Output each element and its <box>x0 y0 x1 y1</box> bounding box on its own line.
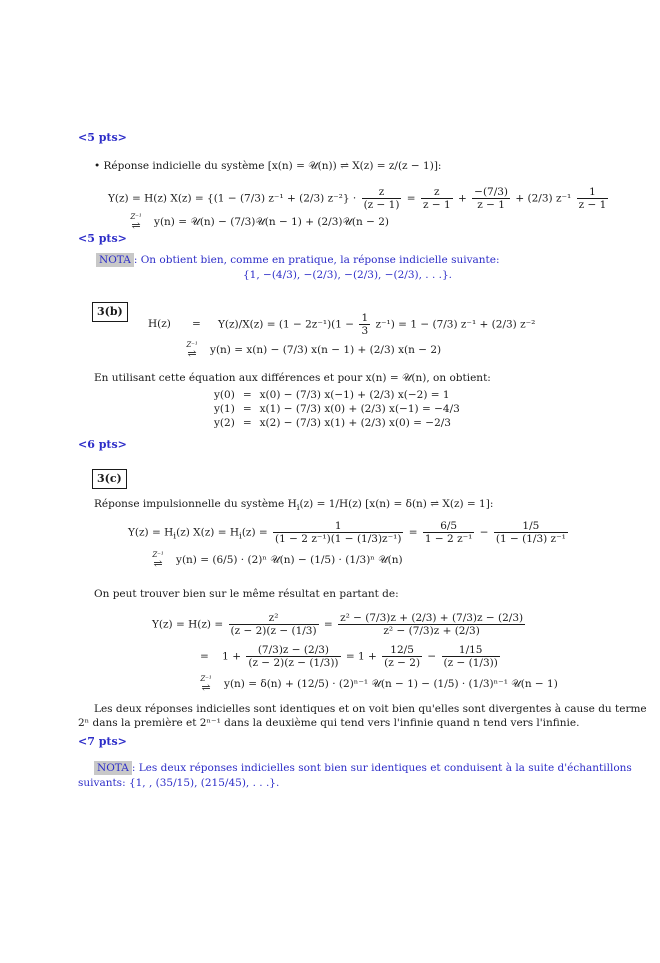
points-marker-2: <5 pts> <box>78 232 127 245</box>
numerator: −(7/3) <box>474 186 509 198</box>
inverse-z-transform-symbol: Z⁻¹ ⇌ <box>150 552 166 568</box>
denominator: (1 − 2 z⁻¹)(1 − (1/3)z⁻¹) <box>275 533 402 545</box>
symbol-label: Z⁻¹ <box>152 551 164 559</box>
numerator: 1 <box>273 520 403 533</box>
initial-values-table <box>210 388 464 430</box>
denominator: (z − 1) <box>363 199 400 211</box>
denominator: z − 1 <box>477 199 505 211</box>
eq-lhs: Y(z) = H(z) X(z) = {(1 − (7/3) z⁻¹ + (2/3) z⁻²} · <box>108 192 357 205</box>
intro-text: Réponse impulsionnelle du système H <box>94 498 297 510</box>
step-response-intro: • Réponse indicielle du système [x(n) = 𝒰(n)) ⇌ X(z) = z/(z − 1)]: <box>94 160 442 172</box>
fraction <box>273 520 403 545</box>
cell-eq: = <box>242 417 252 429</box>
eq-lhs: Y(z) = H <box>128 526 174 539</box>
fraction <box>494 520 568 545</box>
fraction <box>338 612 525 637</box>
equation-inverse-z <box>128 214 389 230</box>
denominator: 3 <box>361 325 369 337</box>
inverse-z-transform-symbol: Z⁻¹ ⇌ <box>184 342 200 358</box>
numerator: 1 <box>577 186 609 199</box>
numerator: z <box>362 186 402 199</box>
denominator: z² − (7/3)z + (2/3) <box>383 625 480 637</box>
plus-sign: + <box>457 192 467 205</box>
intro-text-b: (z) = 1/H(z) [x(n) = δ(n) ⇌ X(z) = 1]: <box>299 498 494 510</box>
inverse-z-transform-symbol: Z⁻¹ ⇌ <box>198 676 214 692</box>
eq-mid: (z) X(z) = H <box>176 526 240 539</box>
eq-mid2: (z) = <box>241 526 268 539</box>
paragraph-conclusion-2: 2ⁿ dans la première et 2ⁿ⁻¹ dans la deuxième qui tend vers l'infinie quand n tend vers l'infinie. <box>78 717 580 729</box>
fraction <box>423 520 474 545</box>
numerator: z² − (7/3)z + (2/3) + (7/3)z − (2/3) <box>340 612 524 624</box>
fraction <box>472 186 510 211</box>
denominator: 1 − 2 z⁻¹ <box>424 533 473 545</box>
cell-rhs: x(1) − (7/3) x(0) + (2/3) x(−1) = −4/3 <box>259 403 460 415</box>
numerator: 12/5 <box>382 644 422 657</box>
nota-line-1: : On obtient bien, comme en pratique, la réponse indicielle suivante: <box>133 254 500 266</box>
cell-rhs: x(2) − (7/3) x(1) + (2/3) x(0) = −2/3 <box>259 417 451 429</box>
alt-equation-2 <box>200 644 502 669</box>
symbol-label: Z⁻¹ <box>200 675 212 683</box>
fraction <box>577 186 609 211</box>
minus-sign: − <box>479 526 489 539</box>
symbol-label: Z⁻¹ <box>186 341 198 349</box>
lhs: H(z) <box>148 318 171 330</box>
points-marker-1: <5 pts> <box>78 131 127 144</box>
cell-lhs: y(0) <box>214 389 235 401</box>
cell-eq: = <box>242 403 252 415</box>
impulse-time-domain <box>150 552 403 568</box>
paragraph-alternative: On peut trouver bien sur le même résultat en partant de: <box>94 588 399 600</box>
impulse-time-domain-text: y(n) = (6/5) · (2)ⁿ 𝒰(n) − (1/5) · (1/3)ⁿ 𝒰(n) <box>176 554 403 566</box>
denominator: z − 1 <box>578 199 607 211</box>
fraction <box>246 644 340 669</box>
time-domain-step-response: y(n) = 𝒰(n) − (7/3)𝒰(n − 1) + (2/3)𝒰(n − 2) <box>154 216 390 228</box>
section-label-3b: 3(b) <box>92 302 128 322</box>
paragraph-conclusion-1: Les deux réponses indicielles sont identiques et on voit bien qu'elles sont divergentes à cause du terme <box>94 703 647 715</box>
subscript: i <box>173 531 177 542</box>
equals-sign: = <box>406 192 416 205</box>
subscript: i <box>239 531 242 542</box>
denominator: (z − 2) <box>384 657 421 669</box>
cell-lhs: y(1) <box>214 403 235 415</box>
denominator: (z − (1/3)) <box>443 657 498 669</box>
fraction <box>382 644 422 669</box>
fraction <box>359 312 370 337</box>
table-row <box>210 416 464 430</box>
numerator: 1/5 <box>494 520 568 533</box>
eq-part-b: = 1 + <box>345 650 377 663</box>
denominator: z − 1 <box>422 199 451 211</box>
section-label-3c: 3(c) <box>92 469 127 489</box>
points-marker-4: <7 pts> <box>78 735 127 748</box>
cell-lhs: y(2) <box>214 417 235 429</box>
impulse-response-intro <box>94 498 493 513</box>
nota-tag: NOTA <box>96 253 134 267</box>
numerator: z <box>421 186 453 199</box>
nota-2-line-2: suivants: {1, , (35/15), (215/45), . . .}. <box>78 777 280 789</box>
fraction <box>229 612 319 637</box>
alt-equation-1: Y(z) = H(z) = $\frac{\text{z²}}{(z - 2)(z - (1/3)}$ = $\frac{\text{z² − (7/3)z + (2/3) + (7/3)z − (2/3)}}{\text{z² − (7/3)z + (2/3)}}$ <box>152 612 524 637</box>
difference-equation <box>184 342 441 358</box>
fraction <box>421 186 453 211</box>
table-row <box>210 388 464 402</box>
eq-part-a: 1 + <box>222 650 241 663</box>
points-marker-3: <6 pts> <box>78 438 127 451</box>
eq-tail: + (2/3) z⁻¹ <box>515 192 572 205</box>
cell-rhs: x(0) − (7/3) x(−1) + (2/3) x(−2) = 1 <box>259 389 450 401</box>
inverse-z-transform-symbol: Z⁻¹ ⇌ <box>128 214 144 230</box>
numerator: 1 <box>361 312 369 324</box>
fraction <box>442 644 500 669</box>
nota-line-1: : Les deux réponses indicielles sont bien sur identiques et conduisent à la suite d'échantillons <box>131 762 632 774</box>
minus-sign: − <box>427 650 437 663</box>
nota-1 <box>96 254 500 266</box>
rhs-part-b: z⁻¹) = 1 − (7/3) z⁻¹ + (2/3) z⁻² <box>375 318 536 331</box>
nota-1-line-2: {1, −(4/3), −(2/3), −(2/3), −(2/3), . . .}. <box>243 269 453 281</box>
subscript: i <box>296 503 300 514</box>
cell-eq: = <box>242 389 252 401</box>
equals-sign: = <box>200 650 209 663</box>
alt-time-domain-text: y(n) = δ(n) + (12/5) · (2)ⁿ⁻¹ 𝒰(n − 1) − (1/5) · (1/3)ⁿ⁻¹ 𝒰(n − 1) <box>224 678 558 690</box>
symbol-label: Z⁻¹ <box>130 213 142 221</box>
transfer-function-rhs <box>218 312 535 337</box>
denominator: (z − 2)(z − (1/3) <box>230 625 317 637</box>
table-row <box>210 402 464 416</box>
rhs-part-a: Y(z)/X(z) = (1 − 2z⁻¹)(1 − <box>218 318 355 331</box>
paragraph-difference-equation: En utilisant cette équation aux différences et pour x(n) = 𝒰(n), on obtient: <box>94 372 491 384</box>
numerator: 6/5 <box>423 520 474 533</box>
equation-step-response <box>108 186 610 211</box>
denominator: (z − 2)(z − (1/3)) <box>248 657 339 669</box>
equals-sign: = <box>192 318 201 330</box>
transfer-function-row <box>148 318 171 330</box>
impulse-response-equation: $Y(z) = H_i(z) X(z) = H_i(z)$ = $\frac{1}{\text{(1 − 2 z⁻¹)(1 − (1/3)z⁻¹)}}$ = $\frac{6/5}{\text{1 − 2 z⁻¹}}$ − $\frac{1/5}{\text{(1 − (1/3) z⁻¹}}$ <box>128 520 566 545</box>
numerator: (7/3)z − (2/3) <box>246 644 340 657</box>
nota-tag: NOTA <box>94 761 132 775</box>
alt-time-domain <box>198 676 558 692</box>
numerator: 1/15 <box>442 644 500 657</box>
nota-2 <box>94 762 632 774</box>
numerator: z² <box>229 612 319 625</box>
fraction <box>362 186 402 211</box>
difference-equation-text: y(n) = x(n) − (7/3) x(n − 1) + (2/3) x(n − 2) <box>210 344 442 356</box>
denominator: (1 − (1/3) z⁻¹ <box>495 533 566 545</box>
eq-lhs: Y(z) = H(z) = <box>152 618 224 631</box>
